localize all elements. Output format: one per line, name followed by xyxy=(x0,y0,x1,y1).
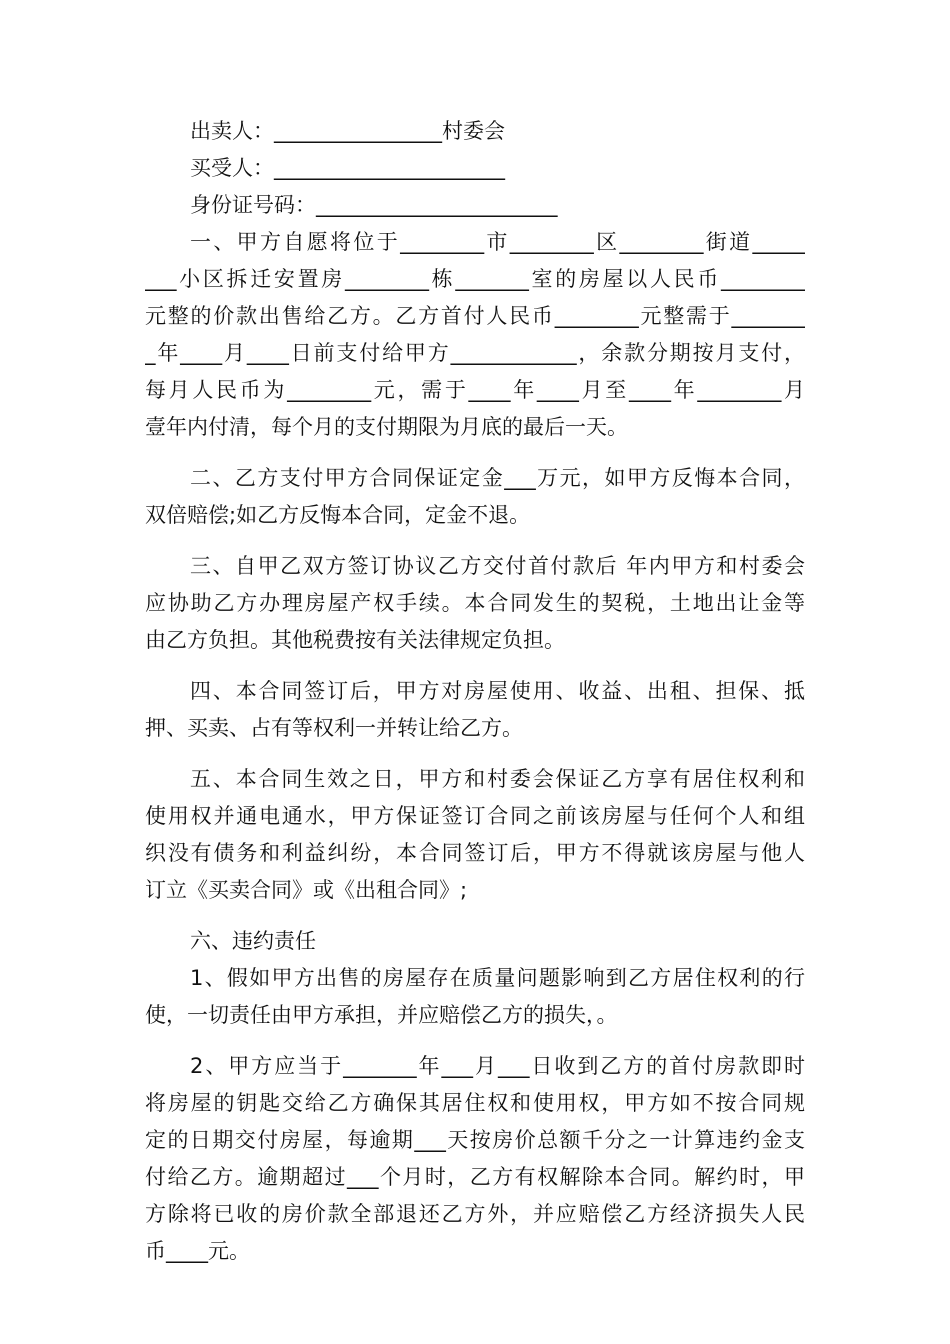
clause-line: 每月人民币为________元，需于____年____月至____年________月 xyxy=(145,378,805,402)
clause-line: 押、买卖、占有等权利一并转让给乙方。 xyxy=(145,716,523,740)
clause-3 xyxy=(145,548,805,659)
breach-item-2 xyxy=(145,1048,805,1270)
clause-line: 方除将已收的房价款全部退还乙方外，并应赔偿乙方经济损失人民 xyxy=(145,1202,805,1226)
clause-line: 双倍赔偿;如乙方反悔本合同，定金不退。 xyxy=(145,503,531,527)
seller-line: 出卖人：________________村委会 xyxy=(190,119,505,143)
clause-line: 四、本合同签订后，甲方对房屋使用、收益、出租、担保、抵 xyxy=(190,679,805,703)
clause-line: 订立《买卖合同》或《出租合同》; xyxy=(145,878,468,902)
clause-line: 2、甲方应当于_______年___月___日收到乙方的首付房款即时 xyxy=(190,1054,805,1078)
clause-line: 三、自甲乙双方签订协议乙方交付首付款后 年内甲方和村委会 xyxy=(190,554,805,578)
buyer-line: 买受人：______________________ xyxy=(190,156,505,180)
contract-document xyxy=(145,113,805,1270)
clause-line: 使用权并通电通水，甲方保证签订合同之前该房屋与任何个人和组 xyxy=(145,804,805,828)
clause-line: 由乙方负担。其他税费按有关法律规定负担。 xyxy=(145,628,565,652)
clause-line: 1、假如甲方出售的房屋存在质量问题影响到乙方居住权利的行 xyxy=(190,966,805,990)
breach-item-1 xyxy=(145,960,805,1034)
clause-1 xyxy=(145,224,805,446)
section-title-breach: 六、违约责任 xyxy=(190,929,316,953)
clause-line: ___小区拆迁安置房________栋_______室的房屋以人民币________ xyxy=(145,267,805,291)
id-number-line: 身份证号码：_______________________ xyxy=(190,193,558,217)
clause-line: 定的日期交付房屋，每逾期___天按房价总额千分之一计算违约金支 xyxy=(145,1128,805,1152)
clause-2 xyxy=(145,460,805,534)
clause-line: 应协助乙方办理房屋产权手续。本合同发生的契税，土地出让金等 xyxy=(145,591,805,615)
clause-5 xyxy=(145,761,805,909)
clause-line: 将房屋的钥匙交给乙方确保其居住权和使用权，甲方如不按合同规 xyxy=(145,1091,805,1115)
clause-line: 一、甲方自愿将位于________市________区________街道_____ xyxy=(190,230,805,254)
clause-line: _年____月____日前支付给甲方____________，余款分期按月支付， xyxy=(145,341,805,365)
clause-line: 使，一切责任由甲方承担，并应赔偿乙方的损失，。 xyxy=(145,1003,618,1027)
clause-line: 壹年内付清，每个月的支付期限为月底的最后一天。 xyxy=(145,415,628,439)
clause-line: 二、乙方支付甲方合同保证定金___万元，如甲方反悔本合同， xyxy=(190,466,805,490)
clause-line: 付给乙方。逾期超过___个月时，乙方有权解除本合同。解约时，甲 xyxy=(145,1165,805,1189)
clause-line: 织没有债务和利益纠纷，本合同签订后，甲方不得就该房屋与他人 xyxy=(145,841,805,865)
clause-line: 五、本合同生效之日，甲方和村委会保证乙方享有居住权利和 xyxy=(190,767,805,791)
clause-line: 元整的价款出售给乙方。乙方首付人民币________元整需于_______ xyxy=(145,304,805,328)
clause-line: 币____元。 xyxy=(145,1239,250,1263)
clause-4 xyxy=(145,673,805,747)
